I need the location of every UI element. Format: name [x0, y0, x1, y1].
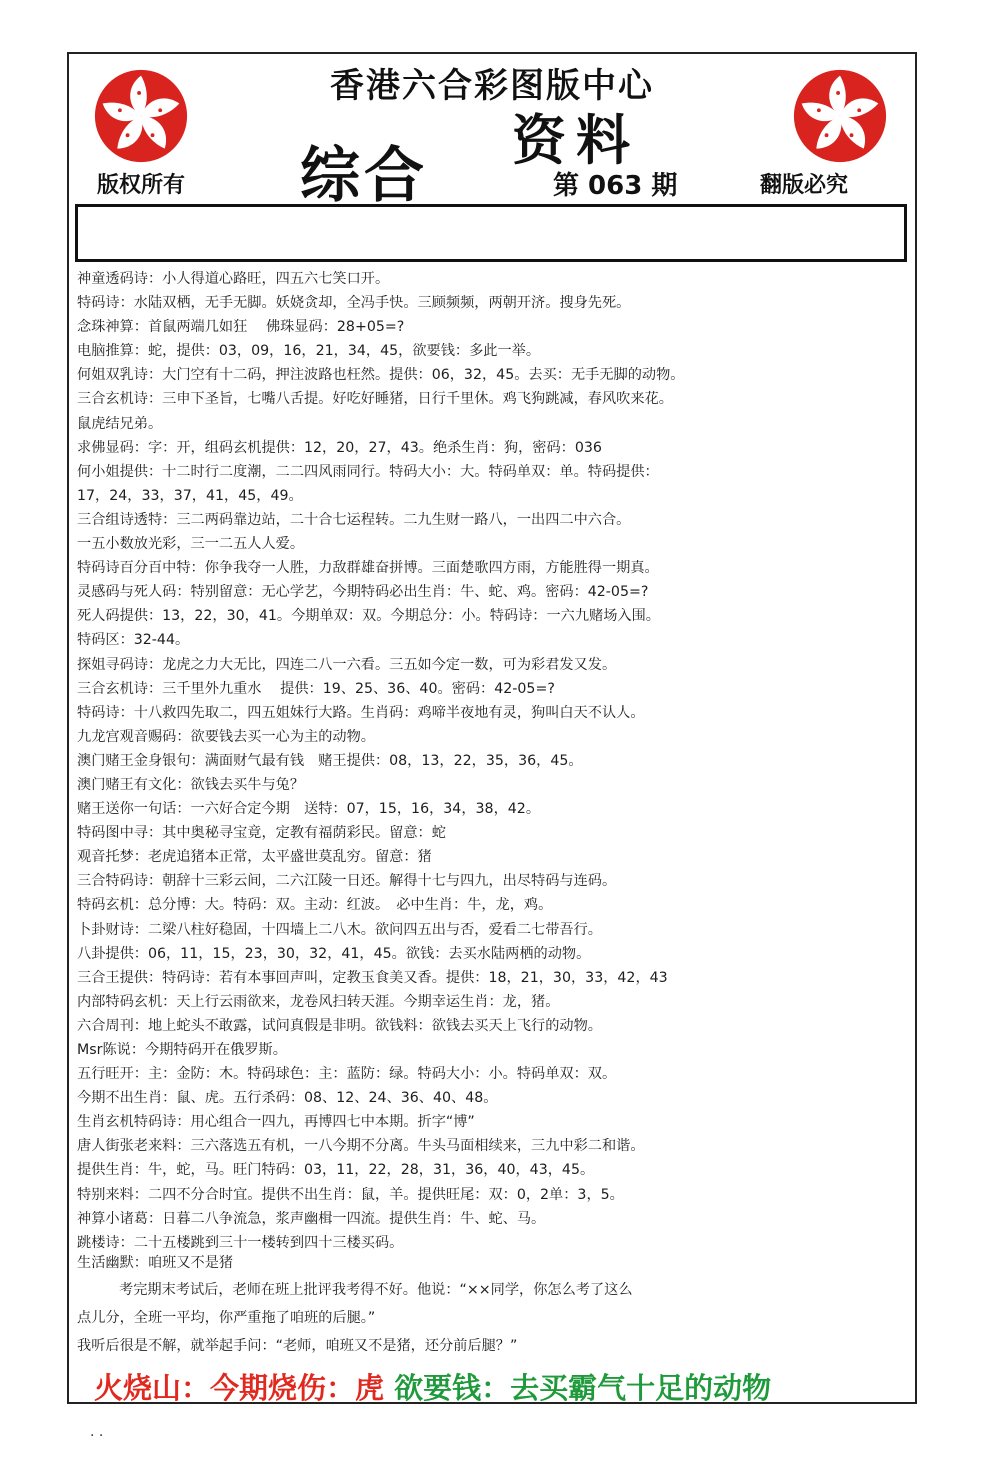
content-line: 澳门赌王有文化：欲钱去买牛与兔？	[77, 776, 305, 793]
joke-section	[77, 1250, 907, 1360]
content-line: 三合王提供：特码诗：若有本事回声叫，定教玉食美又香。提供：18，21，30，33，42，43	[77, 969, 668, 986]
content-line: 探姐寻码诗：龙虎之力大无比，四连二八一六看。三五如今定一数，可为彩君发又发。	[77, 656, 617, 673]
content-line: 唐人街张老来料：三六落选五有机，一八今期不分离。牛头马面相续来，三九中彩二和谐。	[77, 1138, 645, 1155]
content-line: 17，24，33，37，41，45，49。	[77, 487, 303, 504]
content-line: 特码诗百分百中特：你争我夺一人胜，力敌群雄奋拼博。三面楚歌四方雨，方能胜得一期真。	[77, 560, 659, 577]
content-line: 三合玄机诗：三千里外九重水 提供：19、25、36、40。密码：42-05=?	[77, 680, 555, 697]
content-lines	[77, 267, 907, 1255]
content-line: 生肖玄机特码诗：用心组合一四九，再博四七中本期。折字“博”	[77, 1114, 475, 1131]
header-title: 香港六合彩图版中心	[330, 66, 654, 106]
bottom-marks: . .	[90, 1424, 104, 1440]
footer-green-text: 欲要钱：去买霸气十足的动物	[394, 1371, 772, 1405]
content-line: 六合周刊：地上蛇头不敢露，试问真假是非明。欲钱料：欲钱去买天上飞行的动物。	[77, 1017, 602, 1034]
content-line: 特码诗：水陆双栖，无手无脚。妖娆贪却，全冯手快。三顾频频，两朝开济。搜身先死。	[77, 295, 631, 312]
copyright-note: 版权所有	[97, 173, 186, 198]
content-line: 赌王送你一句话：一六好合定今期 送特：07，15，16，34，38，42。	[77, 801, 541, 818]
content-line: 特码诗：十八救四先取二，四五姐妹行大路。生肖码：鸡啼半夜地有灵，狗叫白天不认人。	[77, 704, 645, 721]
footer-banner	[94, 1366, 771, 1407]
content-line: 求佛显码：字：开，组码玄机提供：12，20，27，43。绝杀生肖：狗，密码：036	[77, 439, 602, 456]
issue-number: 第 063 期	[553, 171, 678, 201]
content-line: 九龙宫观音赐码：欲要钱去买一心为主的动物。	[77, 728, 375, 745]
content-line: 何小姐提供：十二时行二度潮，二二四风雨同行。特码大小：大。特码单双：单。特码提供：	[77, 463, 659, 480]
blank-banner-box	[75, 204, 907, 262]
joke-paragraph: 点儿分，全班一平均，你严重拖了咱班的后腿。”	[77, 1310, 376, 1326]
content-line: 三合组诗透特：三二两码靠边站，二十合七运程转。二九生财一路八，一出四二中六合。	[77, 511, 631, 528]
joke-title: 生活幽默：咱班又不是猪	[77, 1255, 234, 1271]
header-main-word-1: 综合	[300, 141, 428, 211]
content-line: 灵感码与死人码：特别留意：无心学艺，今期特码必出生肖：牛、蛇、鸡。密码：42-05=?	[77, 584, 649, 601]
content-line: 五行旺开：主：金防：木。特码球色：主：蓝防：绿。特码大小：小。特码单双：双。	[77, 1066, 617, 1083]
content-line: 神算小诸葛：日暮二八争流急，浆声幽楫一四流。提供生肖：牛、蛇、马。	[77, 1210, 546, 1227]
content-line: 澳门赌王金身银句：满面财气最有钱 赌王提供：08，13，22，35，36，45。	[77, 752, 583, 769]
content-line: 三合玄机诗：三申下圣旨，七嘴八舌提。好吃好睡猪，日行千里休。鸡飞狗跳减，春风吹来花。	[77, 391, 673, 408]
content-line: 特码区：32-44。	[77, 632, 190, 649]
header-main-word-2: 资料	[512, 108, 640, 172]
content-line: 鼠虎结兄弟。	[77, 415, 163, 432]
content-line: 提供生肖：牛，蛇，马。旺门特码：03，11，22，28，31，36，40，43，45。	[77, 1162, 595, 1179]
content-line: 神童透码诗：小人得道心路旺，四五六七笑口开。	[77, 271, 390, 287]
content-line: 何姐双乳诗：大门空有十二码，押注波路也枉然。提供：06，32，45。去买：无手无脚的动物。	[77, 367, 685, 384]
content-line: 跳楼诗：二十五楼跳到三十一楼转到四十三楼买码。	[77, 1234, 404, 1251]
footer-red-text: 火烧山：今期烧伤：虎	[94, 1371, 385, 1405]
content-line: 三合特码诗：朝辞十三彩云间，二六江陵一日还。解得十七与四九，出尽特码与连码。	[77, 873, 617, 890]
joke-paragraph: 考完期末考试后，老师在班上批评我考得不好。他说：“××同学，你怎么考了这么	[119, 1282, 633, 1298]
content-line: 特码玄机：总分博：大。特码：双。主动：红波。 必中生肖：牛，龙，鸡。	[77, 897, 553, 914]
content-line: 内部特码玄机：天上行云雨欲来，龙卷风扫转天涯。今期幸运生肖：龙，猪。	[77, 993, 560, 1010]
content-line: 八卦提供：06，11，15，23，30，32，41，45。欲钱：去买水陆两栖的动物。	[77, 945, 591, 962]
content-line: 今期不出生肖：鼠、虎。五行杀码：08、12、24、36、40、48。	[77, 1090, 498, 1107]
content-line: Msr陈说：今期特码开在俄罗斯。	[77, 1042, 287, 1058]
content-line: 电脑推算：蛇，提供：03，09，16，21，34，45，欲要钱：多此一举。	[77, 343, 541, 360]
content-line: 念珠神算：首鼠两端几如狂 佛珠显码：28+05=?	[77, 319, 405, 336]
content-line: 卜卦财诗：二梁八柱好稳固，十四墙上二八木。欲问四五出与否，爱看二七带吾行。	[77, 921, 602, 938]
content-line: 死人码提供：13，22，30，41。今期单双：双。今期总分：小。特码诗：一六九赌场入围。	[77, 608, 660, 625]
content-line: 特码图中寻：其中奥秘寻宝竟，定教有福荫彩民。留意：蛇	[77, 825, 446, 842]
content-line: 一五小数放光彩，三一二五人人爱。	[77, 536, 305, 553]
no-reprint-note: 翻版必究	[760, 173, 849, 198]
content-line: 特别来料：二四不分合时宜。提供不出生肖：鼠，羊。提供旺尾：双：0，2单：3，5。	[77, 1186, 624, 1203]
joke-paragraph: 我听后很是不解，就举起手问：“老师，咱班又不是猪，还分前后腿？”	[77, 1338, 518, 1354]
content-line: 观音托梦：老虎追猪本正常，太平盛世莫乱穷。留意：猪	[77, 849, 432, 866]
